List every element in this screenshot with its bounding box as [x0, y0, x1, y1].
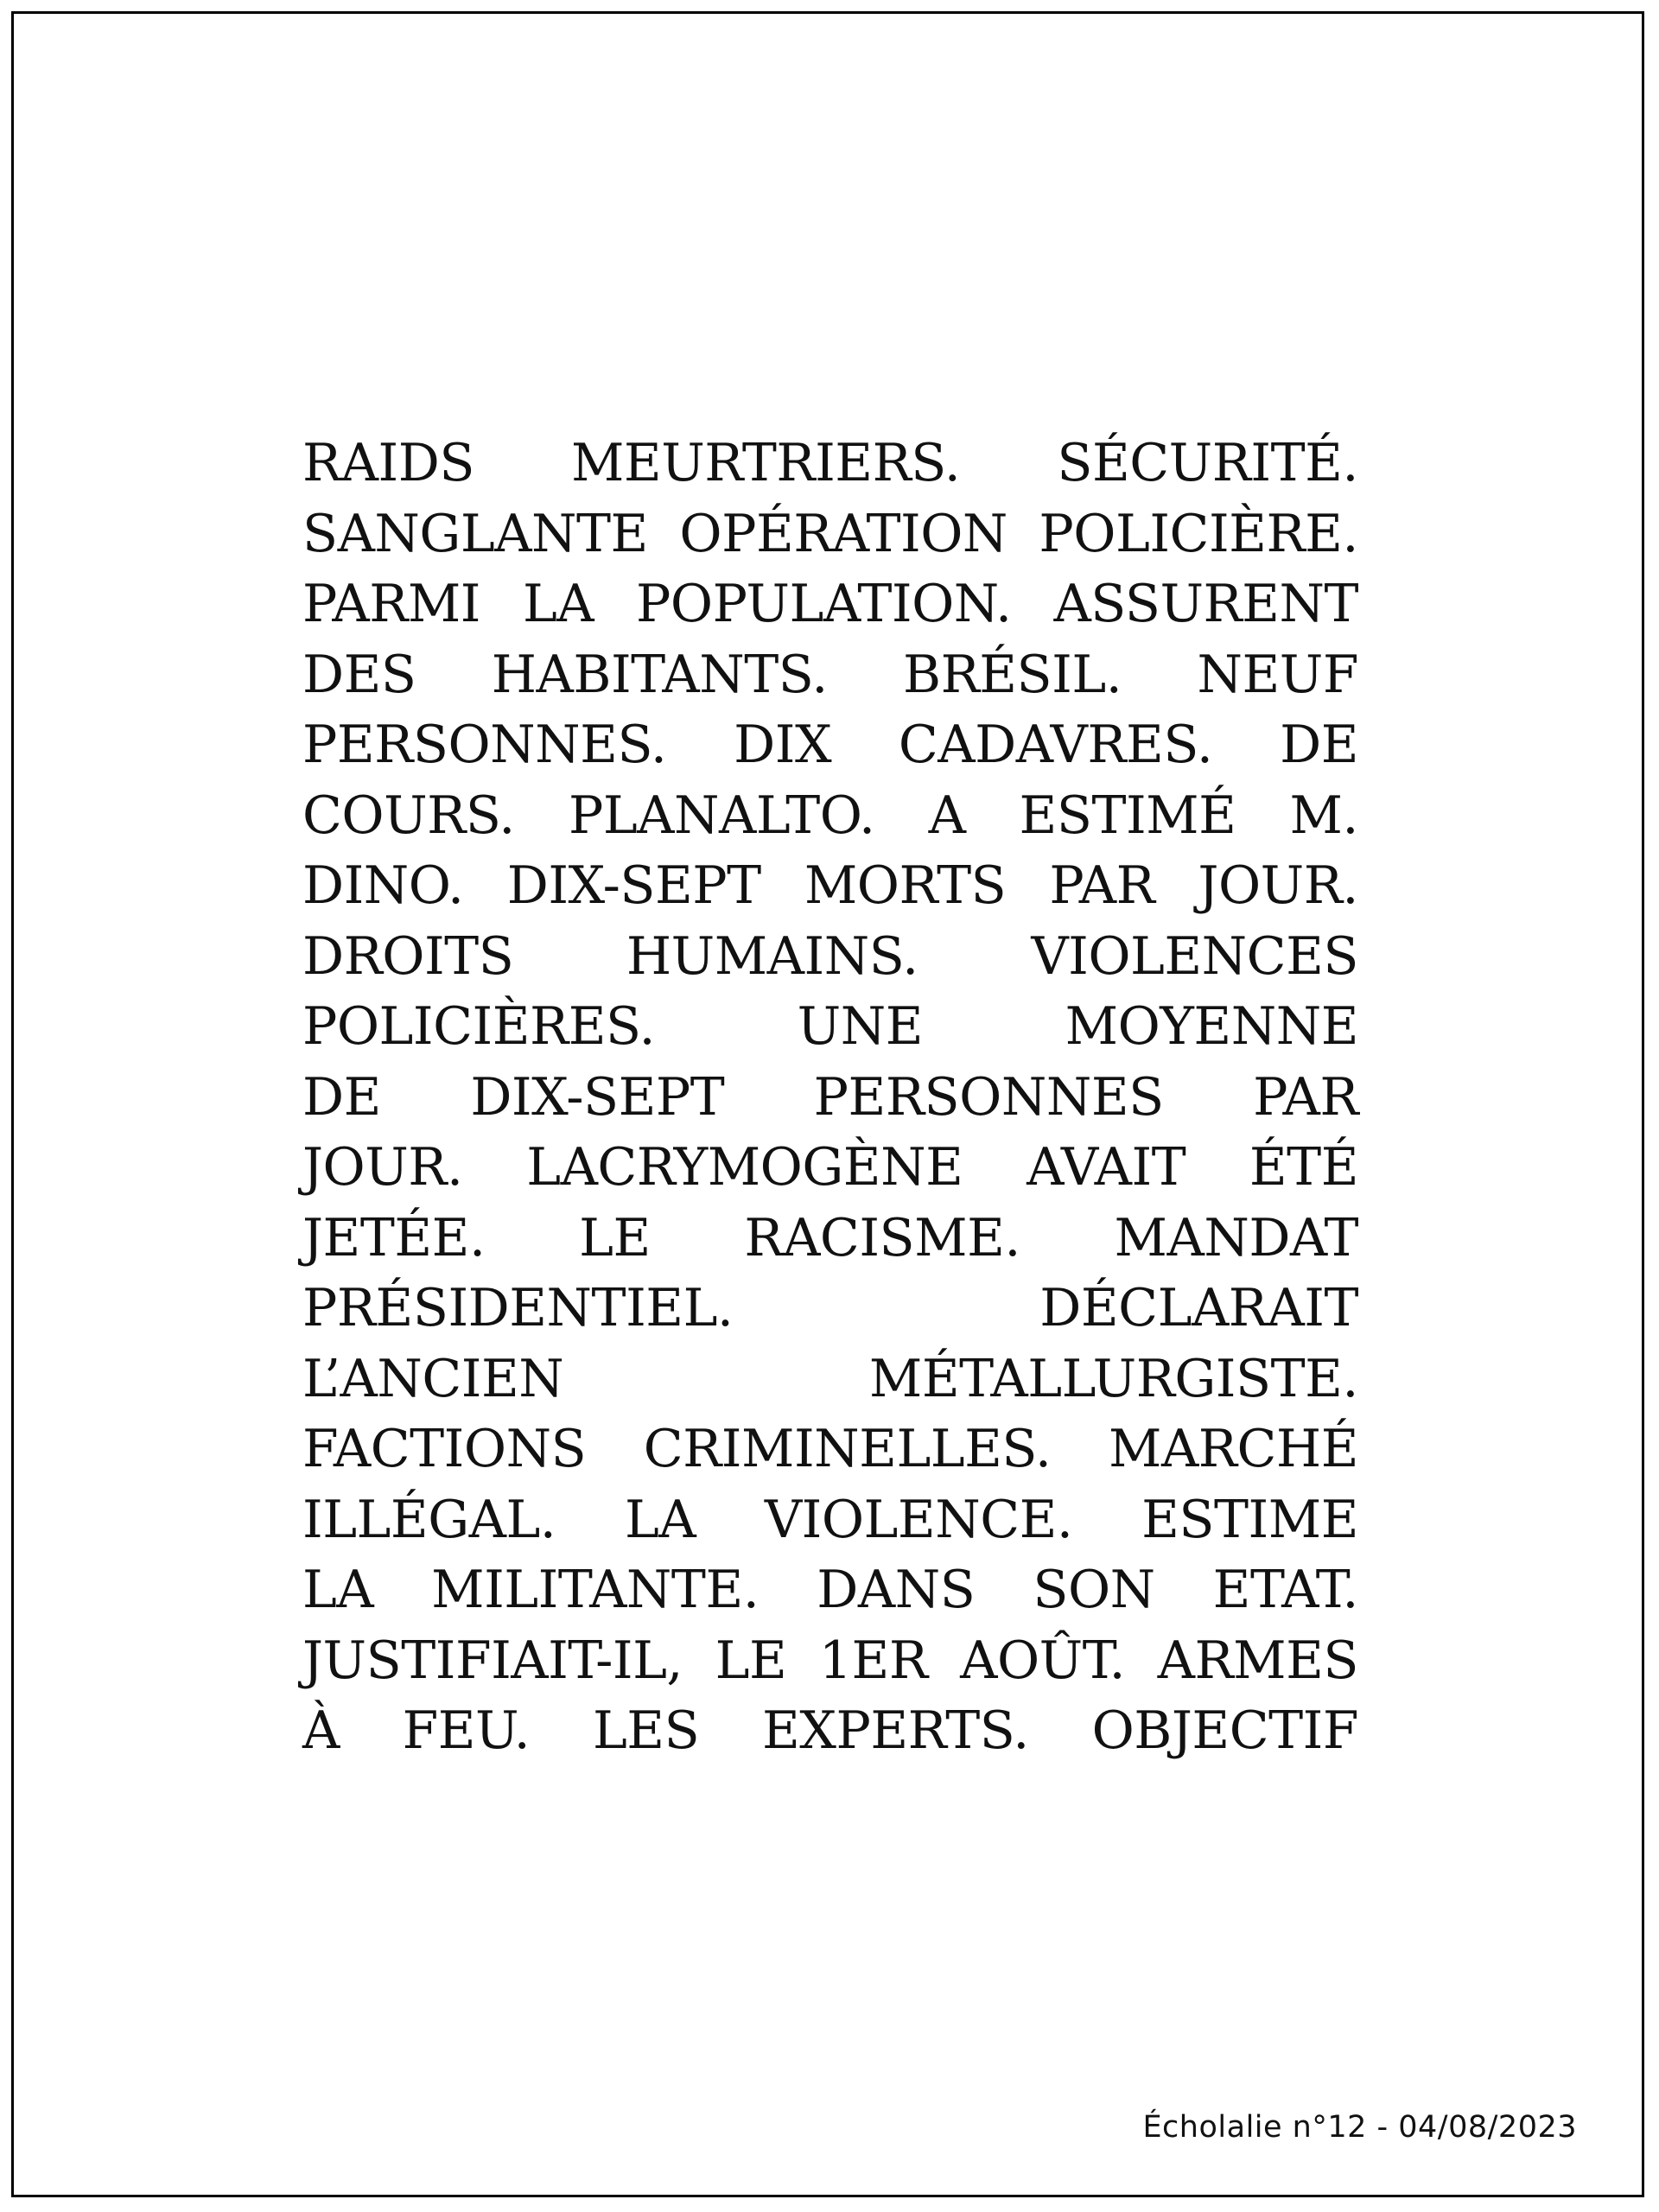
poem-line: JOUR. LACRYMOGÈNE AVAIT ÉTÉ — [302, 1137, 1358, 1198]
poem-line: PARMI LA POPULATION. ASSURENT — [302, 574, 1358, 634]
poem-line: SANGLANTE OPÉRATION POLICIÈRE. — [302, 503, 1358, 564]
poem-line: PERSONNES. DIX CADAVRES. DE — [302, 715, 1358, 775]
poem-line: RAIDS MEURTRIERS. SÉCURITÉ. — [302, 433, 1358, 493]
poem-text-block — [302, 429, 1358, 1767]
poem-line: JETÉE. LE RACISME. MANDAT — [302, 1207, 1358, 1268]
poem-line: L’ANCIEN MÉTALLURGISTE. — [302, 1348, 1358, 1409]
poem-line: LA MILITANTE. DANS SON ETAT. — [302, 1560, 1358, 1620]
poem-line: JUSTIFIAIT-IL, LE 1ER AOÛT. ARMES — [302, 1630, 1358, 1691]
poem-line: À FEU. LES EXPERTS. OBJECTIF — [302, 1700, 1358, 1761]
poem-line: ILLÉGAL. LA VIOLENCE. ESTIME — [302, 1489, 1358, 1550]
poem-line: PRÉSIDENTIEL. DÉCLARAIT — [302, 1278, 1358, 1338]
poem-line: DROITS HUMAINS. VIOLENCES — [302, 925, 1358, 987]
poem-line: DES HABITANTS. BRÉSIL. NEUF — [302, 644, 1358, 705]
footer-issue-date: Écholalie n°12 - 04/08/2023 — [1142, 2110, 1577, 2145]
poem-line: DE DIX-SEPT PERSONNES PAR — [302, 1066, 1358, 1128]
poem-line: FACTIONS CRIMINELLES. MARCHÉ — [302, 1419, 1358, 1479]
poem-line: DINO. DIX-SEPT MORTS PAR JOUR. — [302, 855, 1358, 916]
poem-line: COURS. PLANALTO. A ESTIMÉ M. — [302, 785, 1358, 846]
poem-line: POLICIÈRES. UNE MOYENNE — [302, 996, 1358, 1057]
